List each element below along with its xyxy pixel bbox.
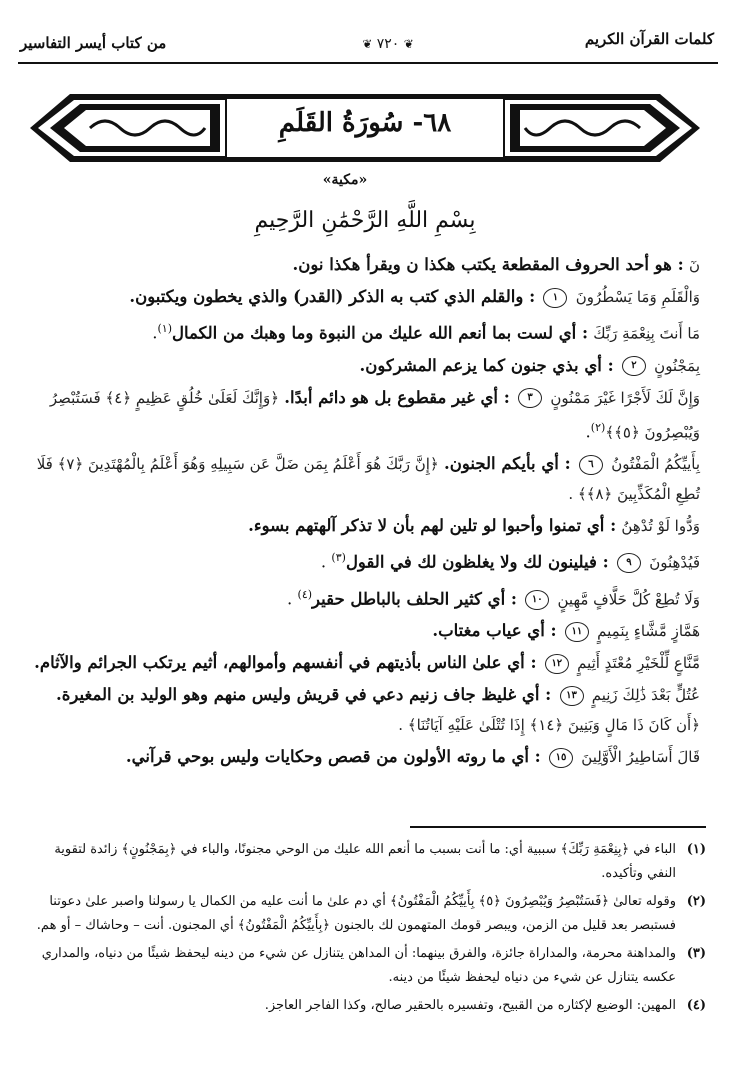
- quran-text: بِمَجْنُونٍ: [654, 356, 700, 375]
- explanation: : أي لست بما أنعم الله عليك من النبوة وما وهبك من الكمال: [171, 323, 589, 343]
- footnote-divider: [410, 826, 706, 828]
- verse-number-marker: ١: [543, 288, 567, 308]
- quran-text: وَلَا تُطِعْ كُلَّ حَلَّافٍ مَّهِينٍ: [557, 590, 700, 608]
- punctuation: .: [287, 589, 298, 608]
- verse-entry: وَإِنَّ لَكَ لَأَجْرًا غَيْرَ مَمْنُونٍ ٣ : أي غير مقطوع بل هو دائم أبدًا. ﴿وَإِنَّكَ لَعَلَىٰ خُلُقٍ عَظِيمٍ ﴿٤﴾ فَسَتُبْصِرُ وَيُبْصِرُونَ ﴿٥﴾﴾$^{(٢)}$.: [49, 387, 700, 441]
- verse-number-marker: ١٥: [549, 748, 573, 768]
- quran-text: قَالَ أَسَاطِيرُ الْأَوَّلِينَ: [581, 748, 700, 766]
- explanation: : أي بأيكم الجنون.: [443, 454, 571, 473]
- quran-continuation: ﴿أَن كَانَ ذَا مَالٍ وَبَنِينَ ﴿١٤﴾ إِذَا تُتْلَىٰ عَلَيْهِ آيَاتُنَا﴾ .: [398, 716, 700, 734]
- footnote-number: (١): [686, 842, 706, 857]
- header-source-title: من كتاب أيسر التفاسير: [20, 34, 167, 52]
- quran-continuation: ﴿إِنَّ رَبَّكَ هُوَ أَعْلَمُ بِمَن ضَلَّ عَن سَبِيلِهِ وَهُوَ أَعْلَمُ بِالْمُهْتَدِينَ ﴿٧﴾ فَلَا تُطِعِ الْمُكَذِّبِينَ ﴿٨﴾﴾ .: [36, 455, 700, 503]
- explanation: : أي كثير الحلف بالباطل حقير: [312, 589, 517, 608]
- surah-banner: [30, 94, 700, 162]
- verse-entry: [30, 742, 700, 772]
- verse-entry: [30, 543, 700, 578]
- header-book-title: كلمات القرآن الكريم: [584, 30, 714, 48]
- quran-text: هَمَّازٍ مَّشَّاءٍ بِنَمِيمٍ: [597, 622, 700, 640]
- verse-number-marker: ٦: [579, 455, 603, 475]
- quran-continuation: ﴿وَإِنَّكَ لَعَلَىٰ خُلُقٍ عَظِيمٍ ﴿٤﴾ فَسَتُبْصِرُ وَيُبْصِرُونَ ﴿٥﴾﴾: [49, 388, 700, 441]
- explanation: : أي بذي جنون كما يزعم المشركون.: [359, 355, 614, 375]
- footnote-item: [26, 838, 706, 886]
- footnote-text: والمداهنة محرمة، والمداراة جائزة، والفرق بينهما: أن المداهن يتنازل عن شيء من دينه ليحفظ شيئًا من دنياه، والمداري عكسه يتنازل عن شيء من دنياه ليحفظ شيئًا من دينه.: [41, 946, 676, 985]
- quran-text: وَإِنَّ لَكَ لَأَجْرًا غَيْرَ مَمْنُونٍ: [550, 388, 700, 407]
- explanation: : هو أحد الحروف المقطعة يكتب هكذا ن ويقرأ هكذا نون.: [292, 255, 684, 274]
- quran-text: فَيُدْهِنُونَ: [649, 553, 700, 572]
- footnote-ref: (١): [157, 322, 172, 335]
- quran-text: وَالْقَلَمِ وَمَا يَسْطُرُونَ: [575, 288, 700, 306]
- verse-entry: [30, 616, 700, 646]
- verse-entry: [30, 680, 700, 740]
- punctuation: .: [320, 552, 332, 572]
- basmala: بِسْمِ اللَّهِ الرَّحْمَٰنِ الرَّحِيمِ: [254, 208, 476, 233]
- ornament-icon: ❦: [362, 37, 373, 51]
- footnote-item: [26, 942, 706, 990]
- footnote-number: (٤): [686, 998, 706, 1013]
- explanation: : أي غير مقطوع بل هو دائم أبدًا.: [284, 387, 510, 407]
- footnote-ref: (٤): [297, 587, 313, 601]
- quran-text: وَدُّوا لَوْ تُدْهِنُ: [621, 517, 700, 535]
- verse-number-marker: ٣: [518, 388, 542, 408]
- footnote-number: (٢): [686, 894, 706, 909]
- verse-list: [30, 250, 700, 774]
- quran-text: بِأَييِّكُمُ الْمَفْتُونُ: [611, 455, 700, 473]
- quran-text: مَا أَنتَ بِنِعْمَةِ رَبِّكَ: [593, 324, 700, 343]
- verse-entry: [30, 351, 700, 381]
- explanation: : والقلم الذي كتب به الذكر (القدر) والذي يخطون ويكتبون.: [129, 287, 536, 306]
- explanation: : فيلينون لك ولا يغلظون لك في القول: [345, 552, 609, 572]
- ornament-icon: ❦: [403, 37, 414, 51]
- footnote-number: (٣): [686, 946, 706, 961]
- verse-entry: [30, 648, 700, 678]
- verse-number-marker: ٩: [617, 553, 641, 573]
- verse-number-marker: ٢: [622, 356, 646, 376]
- footnote-ref: (٢): [590, 420, 606, 434]
- verse-entry: [30, 511, 700, 541]
- explanation: : أي عياب مغتاب.: [432, 621, 557, 640]
- explanation: : أي علىٰ الناس بأذيتهم في أنفسهم وأموالهم، أثيم يرتكب الجرائم والآثام.: [34, 653, 537, 672]
- footnote-item: [26, 890, 706, 938]
- verse-entry: مَا أَنتَ بِنِعْمَةِ رَبِّكَ : أي لست بما أنعم الله عليك من النبوة وما وهبك من الكمال$^{(١)}$.: [152, 322, 700, 343]
- explanation: : أي ما روته الأولون من قصص وحكايات وليس بوحي قرآني.: [125, 747, 541, 766]
- verse-number-marker: ١٢: [545, 654, 569, 674]
- explanation: : أي غليظ جاف زنيم دعي في قريش وليس منهم وهو الوليد بن المغيرة.: [56, 685, 552, 704]
- quran-text: عُتُلٍّ بَعْدَ ذَٰلِكَ زَنِيمٍ: [591, 686, 700, 704]
- verse-number-marker: ١١: [565, 622, 589, 642]
- footnote-text: وقوله تعالىٰ ﴿فَسَتُبْصِرُ وَيُبْصِرُونَ ﴿٥﴾ بِأَييِّكُمُ الْمَفْتُونُ﴾ أي دم علىٰ ما أنت عليه من الكمال يا رسولنا واصبر علىٰ دعوتنا فستبصر بعد قليل من الزمن، ويبصر قومك المتهمون لك بالجنون ﴿بِأَييِّكُمُ الْمَفْتُونُ﴾ أي المجنون. أنت – وحاشاك – أو هم.: [36, 894, 676, 933]
- verse-entry: [30, 250, 700, 280]
- footnote-text: المهين: الوضيع لإكثاره من القبيح، وتفسيره بالحقير صالح، وكذا الفاجر العاجز.: [264, 998, 676, 1013]
- quran-text: نٓ: [688, 256, 700, 274]
- page-number-value: ٧٢٠: [376, 36, 400, 52]
- revelation-type: «مكية»: [322, 172, 368, 188]
- footnote-text: الباء في ﴿بِنِعْمَةِ رَبِّكَ﴾ سببية أي: ما أنت بسبب ما أنعم الله عليك من الوحي مجنونًا، والباء في ﴿بِمَجْنُونٍ﴾ زائدة لتقوية النفي وتأكيده.: [54, 842, 676, 881]
- surah-title: ٦٨- سُورَةُ القَلَمِ: [278, 108, 452, 138]
- page-number: [318, 36, 458, 52]
- explanation: : أي تمنوا وأحبوا لو تلين لهم بأن لا تذكر آلهتهم بسوء.: [248, 516, 617, 535]
- verse-number-marker: ١٣: [560, 686, 584, 706]
- verse-entry: [30, 449, 700, 509]
- page-header: [18, 26, 718, 64]
- quran-text: مَّنَّاعٍ لِّلْخَيْرِ مُعْتَدٍ أَثِيمٍ: [577, 654, 700, 672]
- footnotes: [26, 838, 706, 1022]
- verse-entry: [30, 282, 700, 312]
- verse-entry: [30, 580, 700, 615]
- footnote-ref: (٣): [331, 551, 346, 564]
- verse-number-marker: ١٠: [525, 590, 549, 610]
- footnote-item: [26, 994, 706, 1018]
